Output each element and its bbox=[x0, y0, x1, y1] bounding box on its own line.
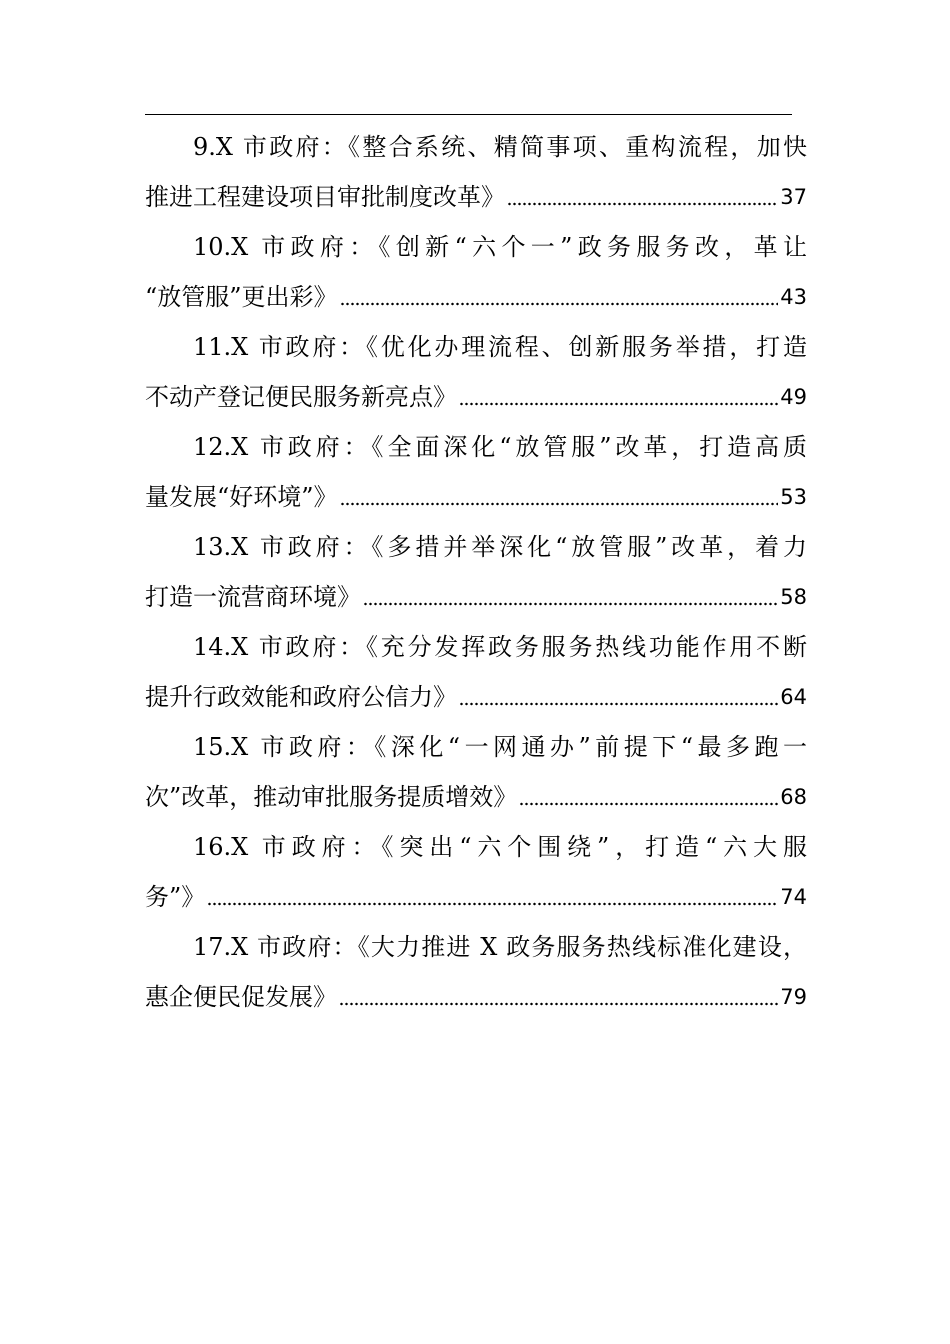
toc-entry[interactable] bbox=[145, 122, 807, 222]
toc-entry-continuation-line bbox=[145, 772, 807, 822]
toc-entry[interactable] bbox=[145, 722, 807, 822]
toc-entry-title-continuation: 推进工程建设项目审批制度改革》 bbox=[145, 183, 505, 211]
toc-entry-continuation-line bbox=[145, 972, 807, 1022]
dot-leader bbox=[363, 600, 778, 608]
toc-entry-continuation-line bbox=[145, 272, 807, 322]
toc-entry[interactable] bbox=[145, 622, 807, 722]
toc-entry-page-number: 79 bbox=[780, 985, 807, 1009]
toc-entry[interactable] bbox=[145, 222, 807, 322]
dot-leader bbox=[340, 500, 779, 508]
toc-entry-continuation-line bbox=[145, 472, 807, 522]
toc-entry-title: 16.X 市政府：《突出“六个围绕”，打造“六大服 bbox=[193, 833, 807, 861]
dot-leader bbox=[507, 200, 778, 208]
dot-leader bbox=[207, 900, 778, 908]
toc-entry-page-number: 68 bbox=[780, 785, 807, 809]
toc-entry-page-number: 43 bbox=[780, 285, 807, 309]
toc-entry-page-number: 37 bbox=[780, 185, 807, 209]
toc-entry-title-continuation: 次”改革，推动审批服务提质增效》 bbox=[145, 783, 518, 811]
dot-leader bbox=[519, 800, 778, 808]
toc-entry-title-continuation: 提升行政效能和政府公信力》 bbox=[145, 683, 457, 711]
toc-entry-continuation-line bbox=[145, 372, 807, 422]
toc-entry[interactable] bbox=[145, 822, 807, 922]
toc-entry-title-continuation: 量发展“好环境”》 bbox=[145, 483, 338, 511]
toc-entry[interactable] bbox=[145, 422, 807, 522]
toc-entry-page-number: 49 bbox=[780, 385, 807, 409]
toc-entry[interactable] bbox=[145, 922, 807, 1022]
toc-entry-title: 17.X 市政府：《大力推进 X 政务服务热线标准化建设， bbox=[193, 933, 807, 961]
toc-entry-title-continuation: “放管服”更出彩》 bbox=[145, 283, 338, 311]
toc-entry-page-number: 74 bbox=[780, 885, 807, 909]
toc-entry-continuation-line bbox=[145, 672, 807, 722]
dot-leader bbox=[459, 700, 778, 708]
toc-entry-page-number: 53 bbox=[780, 485, 807, 509]
toc-entry-continuation-line bbox=[145, 872, 807, 922]
toc-entry-title-continuation: 惠企便民促发展》 bbox=[145, 983, 337, 1011]
toc-entry-title-continuation: 打造一流营商环境》 bbox=[145, 583, 361, 611]
toc-entry-title: 13.X 市政府：《多措并举深化“放管服”改革，着力 bbox=[193, 533, 807, 561]
toc-entry-title-continuation: 不动产登记便民服务新亮点》 bbox=[145, 383, 457, 411]
toc-entry-title: 15.X 市政府：《深化“一网通办”前提下“最多跑一 bbox=[193, 733, 807, 761]
toc-entry-continuation-line bbox=[145, 172, 807, 222]
header-rule bbox=[145, 114, 792, 115]
dot-leader bbox=[339, 1000, 778, 1008]
toc-entry-title: 11.X 市政府：《优化办理流程、创新服务举措，打造 bbox=[193, 333, 807, 361]
toc-entry-page-number: 64 bbox=[780, 685, 807, 709]
toc-entry-title: 9.X 市政府：《整合系统、精简事项、重构流程，加快 bbox=[193, 133, 807, 161]
toc-entry-title-continuation: 务”》 bbox=[145, 883, 206, 911]
toc-entry-title: 12.X 市政府：《全面深化“放管服”改革，打造高质 bbox=[193, 433, 807, 461]
toc-entry-continuation-line bbox=[145, 572, 807, 622]
table-of-contents bbox=[145, 122, 807, 1022]
toc-entry-title: 10.X 市政府：《创新“六个一”政务服务改，革让 bbox=[193, 233, 807, 261]
toc-entry-title: 14.X 市政府：《充分发挥政务服务热线功能作用不断 bbox=[193, 633, 807, 661]
toc-entry[interactable] bbox=[145, 322, 807, 422]
dot-leader bbox=[459, 400, 778, 408]
toc-entry-page-number: 58 bbox=[780, 585, 807, 609]
toc-entry[interactable] bbox=[145, 522, 807, 622]
dot-leader bbox=[340, 300, 779, 308]
